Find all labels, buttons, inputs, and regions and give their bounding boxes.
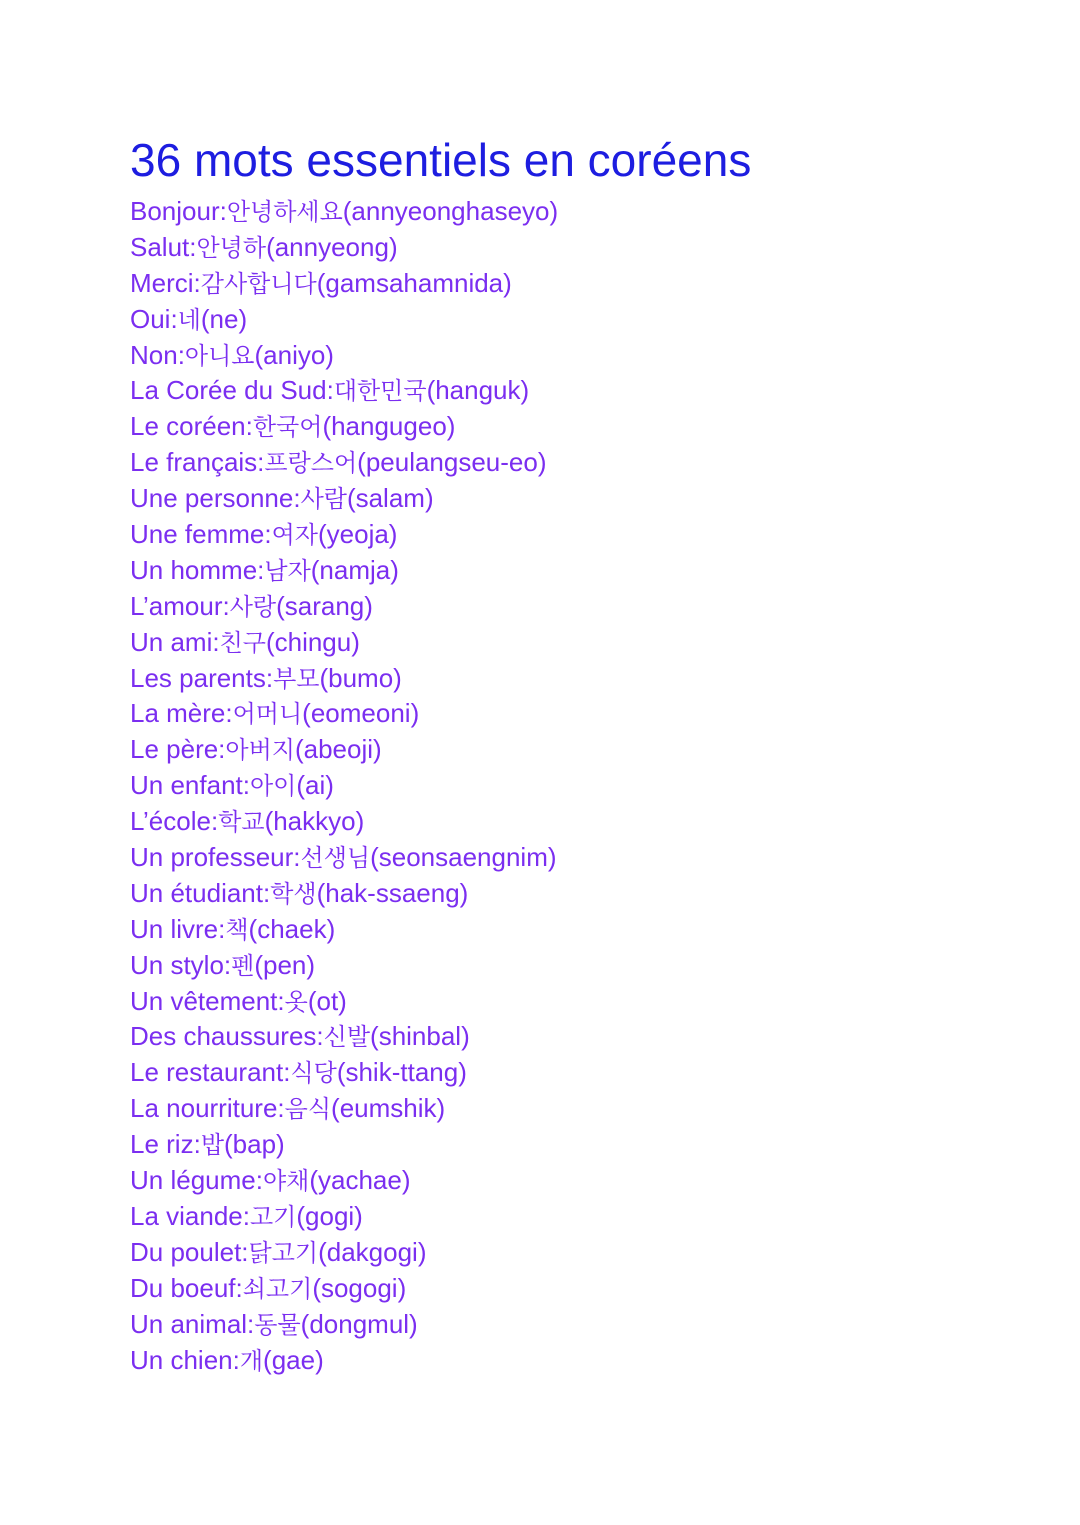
korean-word: 쇠고기 [242, 1274, 313, 1303]
french-word: Le père: [130, 734, 226, 765]
vocabulary-item [130, 696, 1040, 732]
french-word: Bonjour: [130, 196, 227, 226]
french-word: Le riz: [130, 1129, 201, 1160]
french-word: Le français: [130, 447, 265, 478]
french-word: Non: [130, 339, 185, 370]
french-word: Une personne: [130, 483, 301, 514]
vocabulary-item [130, 661, 1040, 697]
korean-word: 네 [177, 305, 201, 334]
romanization: (sogogi) [312, 1272, 407, 1303]
vocabulary-item [130, 302, 1040, 338]
romanization: (hak-ssaeng) [316, 877, 469, 908]
french-word: Les parents: [130, 662, 274, 693]
korean-word: 사람 [300, 485, 347, 514]
vocabulary-item [130, 517, 1040, 553]
korean-word: 여자 [271, 521, 318, 550]
korean-word: 안녕하세요 [226, 198, 343, 226]
vocabulary-item [130, 732, 1040, 768]
romanization: (yachae) [309, 1165, 411, 1196]
french-word: La mère: [130, 698, 233, 729]
french-word: L’amour: [130, 590, 230, 621]
romanization: (ot) [307, 985, 347, 1016]
romanization: (peulangseu-eo) [357, 447, 547, 478]
vocabulary-item [130, 445, 1040, 481]
korean-word: 친구 [219, 628, 266, 657]
french-word: Une femme: [130, 519, 272, 550]
romanization: (hakkyo) [264, 806, 365, 837]
romanization: (gamsahamnida) [316, 267, 512, 298]
french-word: Salut: [130, 231, 197, 262]
romanization: (bap) [224, 1129, 285, 1160]
french-word: Le restaurant: [130, 1057, 291, 1088]
french-word: La nourriture: [130, 1093, 285, 1124]
korean-word: 어머니 [232, 700, 303, 729]
korean-word: 옷 [284, 987, 308, 1016]
vocabulary-item [130, 481, 1040, 517]
romanization: (dakgogi) [318, 1236, 427, 1267]
french-word: Un animal: [130, 1308, 255, 1339]
korean-word: 감사합니다 [200, 269, 317, 298]
romanization: (aniyo) [254, 339, 334, 370]
korean-word: 프랑스어 [264, 449, 358, 478]
korean-word: 남자 [264, 556, 311, 585]
french-word: La Corée du Sud: [130, 375, 334, 406]
romanization: (ai) [296, 770, 334, 801]
romanization: (chaek) [248, 913, 336, 944]
romanization: (yeoja) [317, 519, 398, 550]
romanization: (annyeonghaseyo) [342, 196, 559, 226]
romanization: (gae) [263, 1344, 324, 1375]
korean-word: 펜 [231, 951, 255, 980]
romanization: (abeoji) [294, 734, 382, 765]
french-word: Un vêtement: [130, 985, 285, 1016]
romanization: (salam) [346, 483, 434, 514]
romanization: (dongmul) [300, 1308, 418, 1339]
vocabulary-item [130, 804, 1040, 840]
french-word: Un étudiant: [130, 877, 271, 908]
document-page [130, 130, 1040, 1378]
romanization: (sarang) [276, 590, 373, 621]
french-word: Un livre: [130, 913, 226, 944]
korean-word: 음식 [284, 1095, 332, 1124]
french-word: Un chien: [130, 1344, 240, 1375]
romanization: (hanguk) [426, 375, 530, 406]
korean-word: 닭고기 [248, 1238, 319, 1267]
vocabulary-item [130, 589, 1040, 625]
page-title: 36 mots essentiels en coréens [130, 134, 752, 186]
french-word: Le coréen: [130, 411, 253, 442]
vocabulary-item [130, 266, 1040, 302]
vocabulary-item [130, 948, 1040, 984]
french-word: Un stylo: [130, 949, 232, 980]
vocabulary-item [130, 984, 1040, 1020]
vocabulary-item [130, 409, 1040, 445]
korean-word: 안녕하 [196, 233, 267, 262]
romanization: (hangugeo) [322, 411, 456, 442]
vocabulary-item [130, 230, 1040, 266]
korean-word: 한국어 [252, 413, 323, 442]
vocabulary-item [130, 768, 1040, 804]
korean-word: 부모 [273, 664, 320, 693]
vocabulary-item [130, 338, 1040, 374]
vocabulary-item [130, 840, 1040, 876]
korean-word: 학교 [218, 808, 265, 837]
french-word: Des chaussures: [130, 1021, 324, 1052]
korean-word: 사랑 [229, 592, 277, 621]
french-word: Un légume: [130, 1165, 263, 1196]
french-word: La viande: [130, 1200, 250, 1231]
french-word: Du boeuf: [130, 1272, 243, 1303]
vocabulary-item [130, 1163, 1040, 1199]
vocabulary-item [130, 1307, 1040, 1343]
french-word: Un enfant: [130, 770, 250, 801]
french-word: Oui: [130, 303, 178, 334]
french-word: Un homme: [130, 554, 265, 585]
romanization: (pen) [254, 949, 316, 980]
vocabulary-item [130, 1271, 1040, 1307]
korean-word: 책 [225, 915, 249, 944]
french-word: Du poulet: [130, 1236, 249, 1267]
vocabulary-item [130, 373, 1040, 409]
korean-word: 신발 [323, 1023, 371, 1052]
vocabulary-item [130, 1055, 1040, 1091]
romanization: (eumshik) [331, 1093, 446, 1124]
korean-word: 개 [239, 1346, 264, 1375]
romanization: (shinbal) [370, 1021, 470, 1052]
french-word: Un professeur: [130, 842, 301, 873]
korean-word: 고기 [249, 1202, 297, 1231]
korean-word: 야채 [262, 1167, 310, 1196]
vocabulary-item [130, 1343, 1040, 1379]
french-word: L’école: [130, 806, 219, 837]
korean-word: 대한민국 [333, 377, 427, 406]
vocabulary-list [130, 194, 1040, 1378]
french-word: Un ami: [130, 626, 220, 657]
korean-word: 밥 [200, 1131, 224, 1160]
korean-word: 아이 [249, 772, 297, 801]
korean-word: 학생 [270, 879, 317, 908]
french-word: Merci: [130, 267, 201, 298]
korean-word: 식당 [290, 1059, 337, 1088]
korean-word: 동물 [254, 1310, 301, 1339]
vocabulary-item [130, 912, 1040, 948]
vocabulary-item [130, 1091, 1040, 1127]
romanization: (bumo) [319, 662, 402, 693]
vocabulary-item [130, 553, 1040, 589]
vocabulary-item [130, 1235, 1040, 1271]
romanization: (shik-ttang) [336, 1057, 467, 1088]
romanization: (gogi) [296, 1200, 363, 1231]
romanization: (namja) [310, 554, 399, 585]
vocabulary-item [130, 1199, 1040, 1235]
korean-word: 아버지 [225, 736, 295, 765]
vocabulary-item [130, 1127, 1040, 1163]
vocabulary-item [130, 625, 1040, 661]
korean-word: 아니요 [184, 341, 255, 370]
korean-word: 선생님 [300, 844, 371, 873]
romanization: (seonsaengnim) [370, 842, 557, 873]
romanization: (eomeoni) [302, 698, 420, 729]
romanization: (annyeong) [266, 231, 398, 262]
romanization: (ne) [200, 303, 248, 334]
vocabulary-item [130, 876, 1040, 912]
vocabulary-item [130, 1019, 1040, 1055]
vocabulary-item [130, 194, 1040, 230]
romanization: (chingu) [265, 626, 360, 657]
